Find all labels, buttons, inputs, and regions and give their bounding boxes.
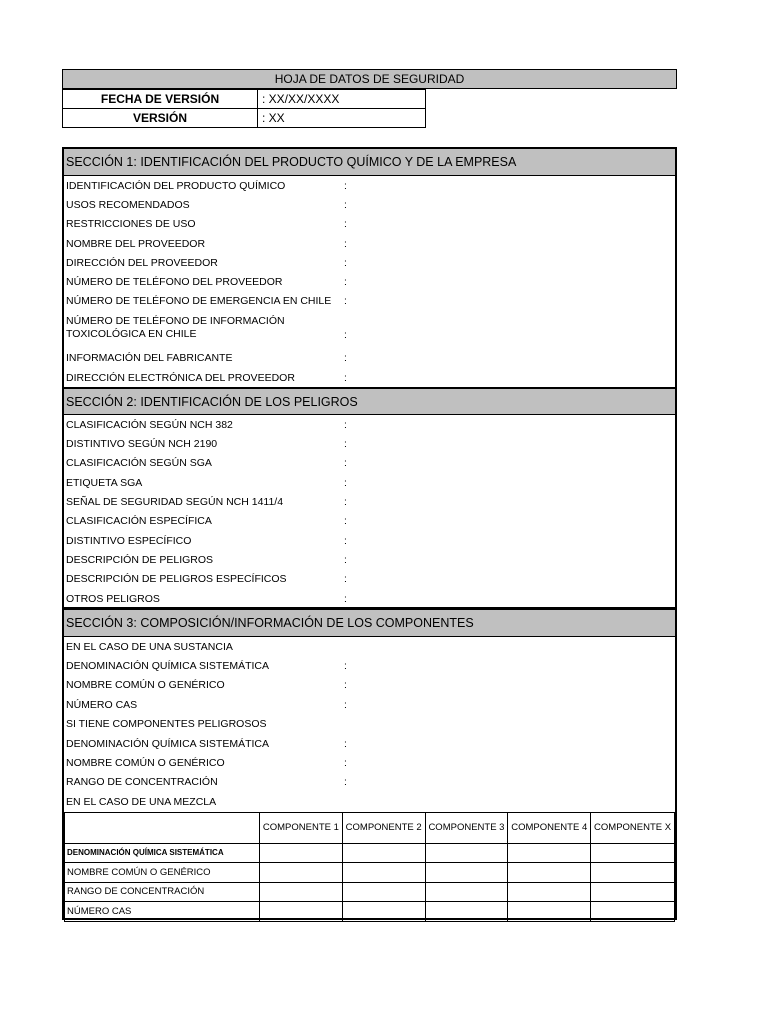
field-row	[64, 492, 675, 512]
mixture-cell	[260, 843, 343, 863]
field-label: DESCRIPCIÓN DE PELIGROS	[66, 553, 214, 566]
mixture-row-label: NÚMERO CAS	[65, 902, 260, 922]
field-colon: :	[344, 437, 347, 450]
field-row	[64, 715, 675, 735]
mixture-cell	[260, 902, 343, 922]
section-3	[62, 608, 677, 920]
field-label: ETIQUETA SGA	[66, 476, 143, 489]
field-label: USOS RECOMENDADOS	[66, 198, 190, 211]
section-1-title: SECCIÓN 1: IDENTIFICACIÓN DEL PRODUCTO QUÍMICO Y DE LA EMPRESA	[64, 149, 675, 176]
section-2	[62, 387, 677, 609]
mixture-cell	[342, 882, 425, 902]
mixture-cell	[591, 863, 675, 883]
field-colon: :	[344, 679, 347, 692]
field-label: NÚMERO DE TELÉFONO DE EMERGENCIA EN CHILE	[66, 295, 332, 307]
field-colon: :	[344, 237, 347, 250]
field-label: DIRECCIÓN DEL PROVEEDOR	[66, 256, 218, 269]
field-colon: :	[344, 179, 347, 192]
section-3-rows	[64, 637, 675, 812]
mixture-cell	[342, 863, 425, 883]
field-label: RANGO DE CONCENTRACIÓN	[66, 776, 218, 789]
field-row	[64, 195, 675, 214]
field-row	[64, 589, 675, 608]
field-row	[64, 773, 675, 793]
field-label: SEÑAL DE SEGURIDAD SEGÚN NCH 1411/4	[66, 495, 284, 508]
field-colon: :	[344, 256, 347, 269]
field-label: DIRECCIÓN ELECTRÓNICA DEL PROVEEDOR	[66, 371, 295, 384]
mixture-cell	[260, 863, 343, 883]
field-colon: :	[344, 329, 347, 341]
field-label: INFORMACIÓN DEL FABRICANTE	[66, 352, 233, 364]
field-colon: :	[344, 698, 347, 711]
field-colon: :	[344, 553, 347, 566]
mixture-column-header: COMPONENTE 4	[508, 812, 591, 843]
field-label: DISTINTIVO ESPECÍFICO	[66, 534, 192, 547]
mixture-header-row	[65, 812, 675, 843]
field-colon: :	[344, 515, 347, 528]
field-label: NOMBRE COMÚN O GENÉRICO	[66, 679, 225, 692]
mixture-cell	[342, 902, 425, 922]
field-label: NÚMERO CAS	[66, 698, 138, 711]
document-title	[62, 69, 677, 89]
field-row	[64, 656, 675, 676]
mixture-cell	[508, 843, 591, 863]
field-label: DENOMINACIÓN QUÍMICA SISTEMÁTICA	[66, 737, 270, 750]
field-label: DENOMINACIÓN QUÍMICA SISTEMÁTICA	[66, 659, 270, 672]
field-label: NÚMERO DE TELÉFONO DEL PROVEEDOR	[66, 275, 283, 288]
field-colon: :	[344, 418, 347, 431]
field-row	[64, 695, 675, 715]
field-row	[64, 734, 675, 754]
mixture-cell	[508, 902, 591, 922]
mixture-corner-cell	[65, 812, 260, 843]
field-colon: :	[344, 352, 347, 364]
table-row	[65, 843, 675, 863]
version-date-label: FECHA DE VERSIÓN	[63, 90, 258, 109]
field-colon: :	[344, 457, 347, 470]
mixture-column-header: COMPONENTE 3	[425, 812, 508, 843]
field-row	[64, 176, 675, 195]
section-3-title: SECCIÓN 3: COMPOSICIÓN/INFORMACIÓN DE LOS COMPONENTES	[64, 610, 675, 637]
table-row	[65, 902, 675, 922]
mixture-cell	[425, 863, 508, 883]
field-row	[64, 234, 675, 253]
field-label: NÚMERO DE TELÉFONO DE INFORMACIÓN TOXICOLÓGICA EN CHILE	[66, 315, 285, 340]
field-colon: :	[344, 218, 347, 230]
field-colon: :	[344, 476, 347, 489]
field-row	[64, 754, 675, 773]
mixture-cell	[342, 843, 425, 863]
mixture-cell	[591, 902, 675, 922]
mixture-cell	[591, 843, 675, 863]
version-label: VERSIÓN	[63, 109, 258, 128]
field-colon: :	[344, 534, 347, 547]
field-label: IDENTIFICACIÓN DEL PRODUCTO QUÍMICO	[66, 179, 286, 192]
field-label: DISTINTIVO SEGÚN NCH 2190	[66, 437, 218, 450]
field-colon: :	[344, 275, 347, 288]
field-row	[64, 531, 675, 550]
table-row	[65, 863, 675, 883]
field-row	[64, 570, 675, 590]
field-row	[64, 454, 675, 474]
field-row	[64, 473, 675, 492]
field-colon: :	[344, 757, 347, 769]
field-row	[64, 792, 675, 812]
field-label: OTROS PELIGROS	[66, 592, 160, 605]
field-colon: :	[344, 198, 347, 211]
field-row	[64, 550, 675, 570]
table-row	[65, 882, 675, 902]
field-label: CLASIFICACIÓN SEGÚN SGA	[66, 457, 212, 470]
field-row	[64, 512, 675, 532]
mixture-column-header: COMPONENTE 1	[260, 812, 343, 843]
field-colon: :	[344, 776, 347, 789]
field-label: DESCRIPCIÓN DE PELIGROS ESPECÍFICOS	[66, 573, 287, 586]
mixture-cell	[425, 843, 508, 863]
field-label: EN EL CASO DE UNA MEZCLA	[66, 795, 217, 808]
field-row	[64, 637, 675, 656]
field-row	[64, 214, 675, 234]
field-colon: :	[344, 592, 347, 605]
version-date-row	[63, 90, 426, 109]
field-colon: :	[344, 295, 347, 307]
field-colon: :	[344, 495, 347, 508]
field-label: EN EL CASO DE UNA SUSTANCIA	[66, 640, 233, 653]
field-row	[64, 415, 675, 434]
field-row	[64, 311, 675, 348]
field-row	[64, 676, 675, 696]
mixture-cell	[508, 863, 591, 883]
field-row	[64, 368, 675, 387]
mixture-row-label: DENOMINACIÓN QUÍMICA SISTEMÁTICA	[65, 843, 260, 863]
field-label: NOMBRE DEL PROVEEDOR	[66, 237, 206, 250]
document-title-text: HOJA DE DATOS DE SEGURIDAD	[274, 72, 465, 86]
mixture-row-label: RANGO DE CONCENTRACIÓN	[65, 882, 260, 902]
mixture-row-label: NOMBRE COMÚN O GENÉRICO	[65, 863, 260, 883]
field-label: NOMBRE COMÚN O GENÉRICO	[66, 757, 225, 769]
field-row	[64, 291, 675, 311]
field-label: SI TIENE COMPONENTES PELIGROSOS	[66, 718, 267, 731]
mixture-cell	[425, 882, 508, 902]
field-label: RESTRICCIONES DE USO	[66, 218, 196, 230]
version-row	[63, 109, 426, 128]
mixture-table	[64, 812, 675, 922]
version-date-value: : XX/XX/XXXX	[258, 90, 426, 109]
section-2-rows	[64, 415, 675, 608]
field-row	[64, 348, 675, 368]
version-value: : XX	[258, 109, 426, 128]
mixture-cell	[591, 882, 675, 902]
section-1-rows	[64, 176, 675, 387]
field-row	[64, 434, 675, 454]
mixture-cell	[508, 882, 591, 902]
field-row	[64, 253, 675, 272]
mixture-column-header: COMPONENTE X	[591, 812, 675, 843]
mixture-cell	[260, 882, 343, 902]
field-label: CLASIFICACIÓN ESPECÍFICA	[66, 515, 212, 528]
field-label: CLASIFICACIÓN SEGÚN NCH 382	[66, 418, 233, 431]
field-colon: :	[344, 573, 347, 586]
version-table	[62, 89, 426, 128]
mixture-cell	[425, 902, 508, 922]
field-colon: :	[344, 659, 347, 672]
field-colon: :	[344, 737, 347, 750]
field-colon: :	[344, 371, 347, 384]
field-row	[64, 272, 675, 291]
section-1	[62, 147, 677, 389]
section-2-title: SECCIÓN 2: IDENTIFICACIÓN DE LOS PELIGROS	[64, 389, 675, 415]
mixture-column-header: COMPONENTE 2	[342, 812, 425, 843]
